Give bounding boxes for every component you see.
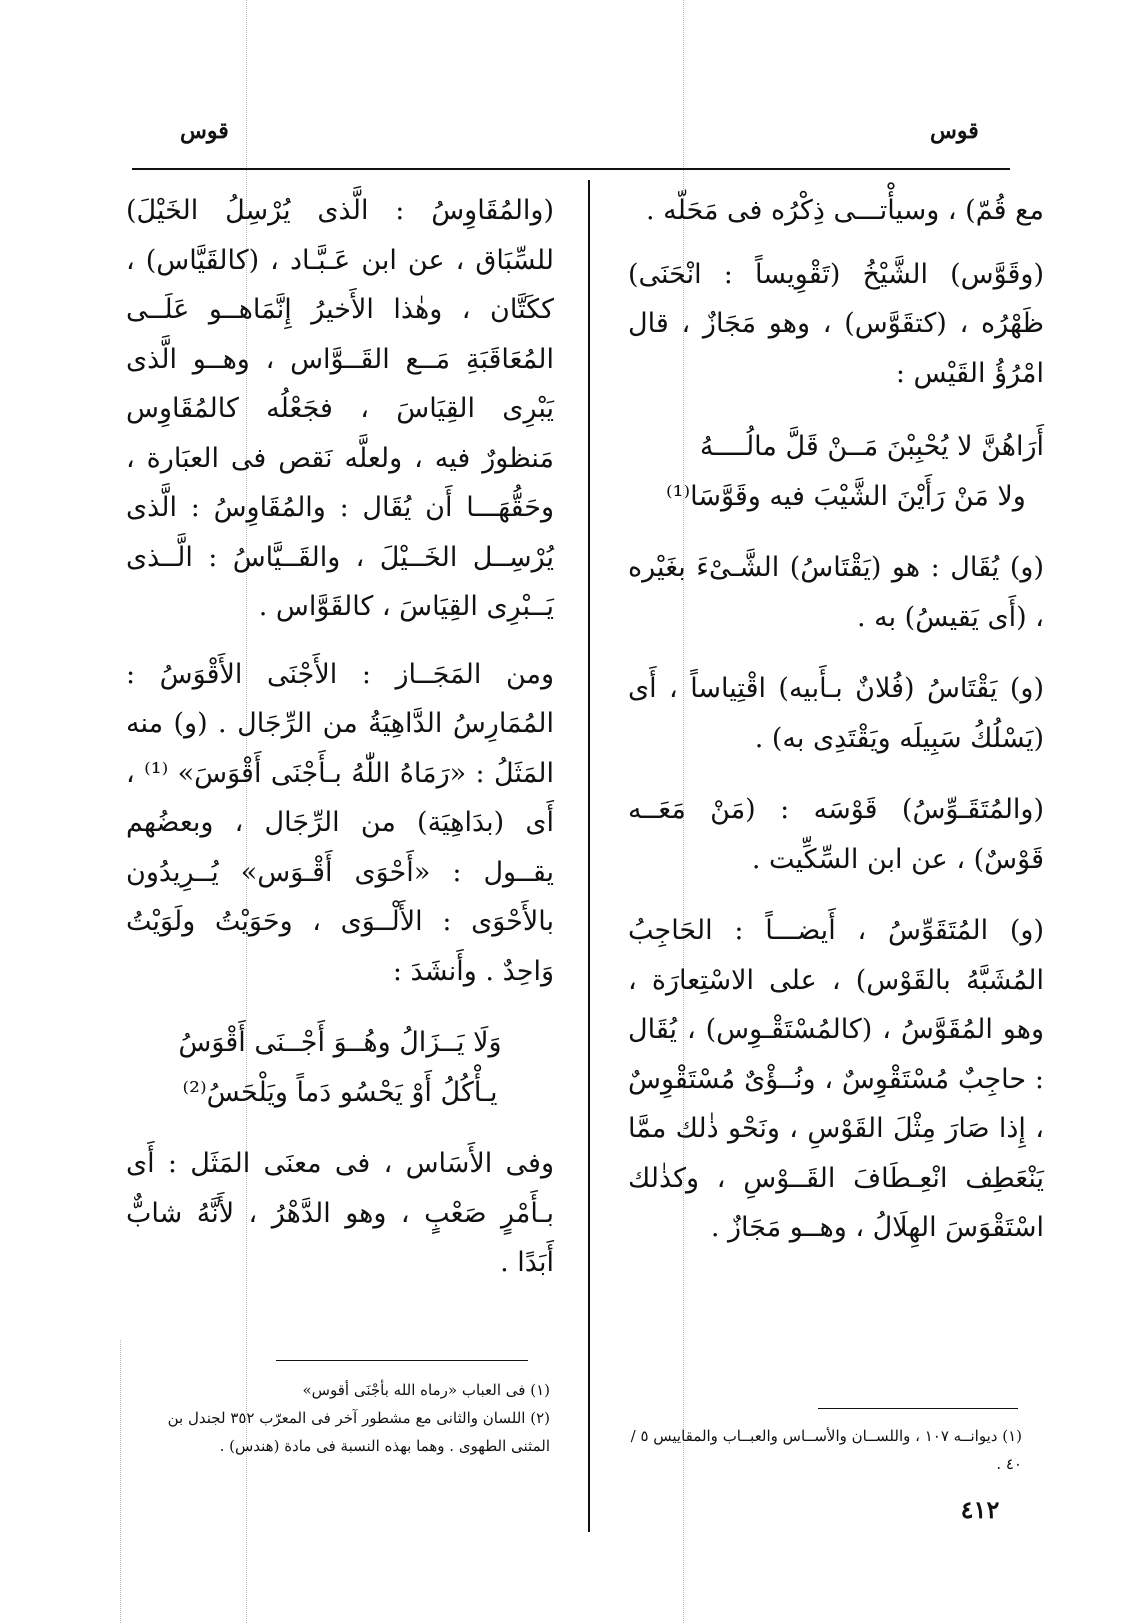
- footnote: (١) ديوانــه ١٠٧ ، واللســان والأســاس والعبــاب والمقاييس ٥ / ٤٠ .: [630, 1427, 1022, 1473]
- left-footnotes: [130, 1376, 550, 1460]
- left-paragraph: ومن المَجَــاز : الأَجْنَى الأَقْوَسُ : المُمَارِسُ الدَّاهِيَةُ من الرِّجَال . (و) منه المَثَلُ : «رَمَاهُ اللّٰهُ بـأَجْنَى أَقْوَسَ» ⁽¹⁾ ، أَى (بدَاهِيَة) من الرِّجَال ، وبعضُهم يقــول : «أَحْوَى أَقْـوَس» يُــرِيدُون بالأَحْوَى : الأَلْــوَى ، وحَوَيْتُ ولَوَيْتُ وَاحِدٌ . وأَنشَدَ :: [126, 658, 554, 987]
- page-number: ٤١٢: [960, 1495, 1000, 1524]
- left-footnote-rule: [276, 1360, 528, 1361]
- right-footnote-rule: [818, 1408, 1018, 1409]
- right-paragraph: (والمُتَقَـوِّسُ) قَوْسَه : (مَنْ مَعَــه قَوْسٌ) ، عن ابن السِّكِّيت .: [628, 794, 1044, 875]
- right-paragraph: (و) يَقْتَاسُ (فُلانٌ بـأَبيه) اقْتِياساً ، أَى (يَسْلُكُ سَبِيلَه ويَقْتَدِى به) .: [628, 673, 1044, 754]
- footnote: (١) فى العباب «رماه الله بأجْنَى أقوس»: [302, 1381, 550, 1399]
- footnote: (٢) اللسان والثانى مع مشطور آخر فى المعرّب ٣٥٢ لجندل بن المثنى الطهوى . وهما بهذه النسبة فى مادة (هندس) .: [167, 1409, 550, 1455]
- scan-artifact-line: [120, 1340, 121, 1623]
- right-paragraph: (و) المُتَقَوِّسُ ، أَيضـــاً : الحَاجِبُ المُشَبَّهُ بالقَوْس) ، على الاسْتِعارَة ، وهو المُقَوَّسُ ، (كالمُسْتَقْـوِس) ، يُقَال : حاجِبٌ مُسْتَقْوِسٌ ، ونُــؤْىٌ مُسْتَقْوِسٌ ، إِذا صَارَ مِثْلَ القَوْسِ ، ونَحْو ذٰلك ممَّا يَنْعَطِف انْعِـطَافَ القَــوْسِ ، وكذٰلك اسْتَقْوَسَ الهِلَالُ ، وهــو مَجَازٌ .: [628, 915, 1044, 1243]
- column-divider: [588, 180, 590, 1532]
- verse-line-1: وَلَا يَــزَالُ وهُــوَ أَجْــنَى أَقْوَسُ: [178, 1027, 502, 1058]
- verse-line-2: يـأْكُلُ أَوْ يَحْسُو دَماً ويَلْحَسُ⁽²⁾: [182, 1076, 498, 1108]
- left-paragraph: وفى الأَسَاس ، فى معنَى المَثَل : أَى بـأَمْرٍ صَعْبٍ ، وهو الدَّهْرُ ، لأَنَّهُ شابٌّ أَبَدًا .: [126, 1148, 554, 1278]
- left-column: [126, 186, 554, 1288]
- running-header-right: قوس: [930, 118, 979, 144]
- left-paragraph: (والمُقَاوِسُ : الَّذى يُرْسِلُ الخَيْلَ) للسِّبَاق ، عن ابن عَـبَّـاد ، (كالقَيَّاس) ، ككَتَّان ، وهٰذا الأَخيرُ إِنَّمَاهــو عَلَــى المُعَاقَبَةِ مَــع القَــوَّاس ، وهــو الَّذى يَبْرِى القِيَاسَ ، فجَعْلُه كالمُقَاوِس مَنظورٌ فيه ، ولعلَّه نَقص فى العبَارة ، وحَقُّهَـــا أَن يُقَال : والمُقَاوِسُ : الَّذى يُرْسِــل الخَــيْلَ ، والقَــيَّاسُ : الَّــذى يَــبْرِى القِيَاسَ ، كالقَوَّاس .: [126, 195, 554, 622]
- poem-line-2: ولا مَنْ رَأَيْنَ الشَّيْبَ فيه وقَوَّسَا⁽¹⁾: [666, 480, 1026, 512]
- header-rule: [132, 168, 1010, 170]
- right-paragraph: (وقَوَّس) الشَّيْخُ (تَقْوِيساً : انْحَنَى) ظَهْرُه ، (كتقَوَّس) ، وهو مَجَازٌ ، قال امْرُؤُ القَيْس :: [628, 258, 1044, 389]
- running-header-left: قوس: [180, 118, 229, 144]
- right-paragraph: مع قُمّ) ، وسيأْتـــى ذِكْرُه فى مَحَلّه .: [645, 195, 1044, 226]
- right-footnotes: [612, 1422, 1022, 1478]
- right-column: [628, 186, 1044, 1253]
- poem-line-1: أَرَاهُنَّ لا يُحْبِبْنَ مَــنْ قَلَّ مالُــــهُ: [699, 431, 1044, 462]
- right-paragraph: (و) يُقَال : هو (يَقْتَاسُ) الشَّـىْءَ بغَيْره ، (أَى يَقيسُ) به .: [628, 552, 1044, 633]
